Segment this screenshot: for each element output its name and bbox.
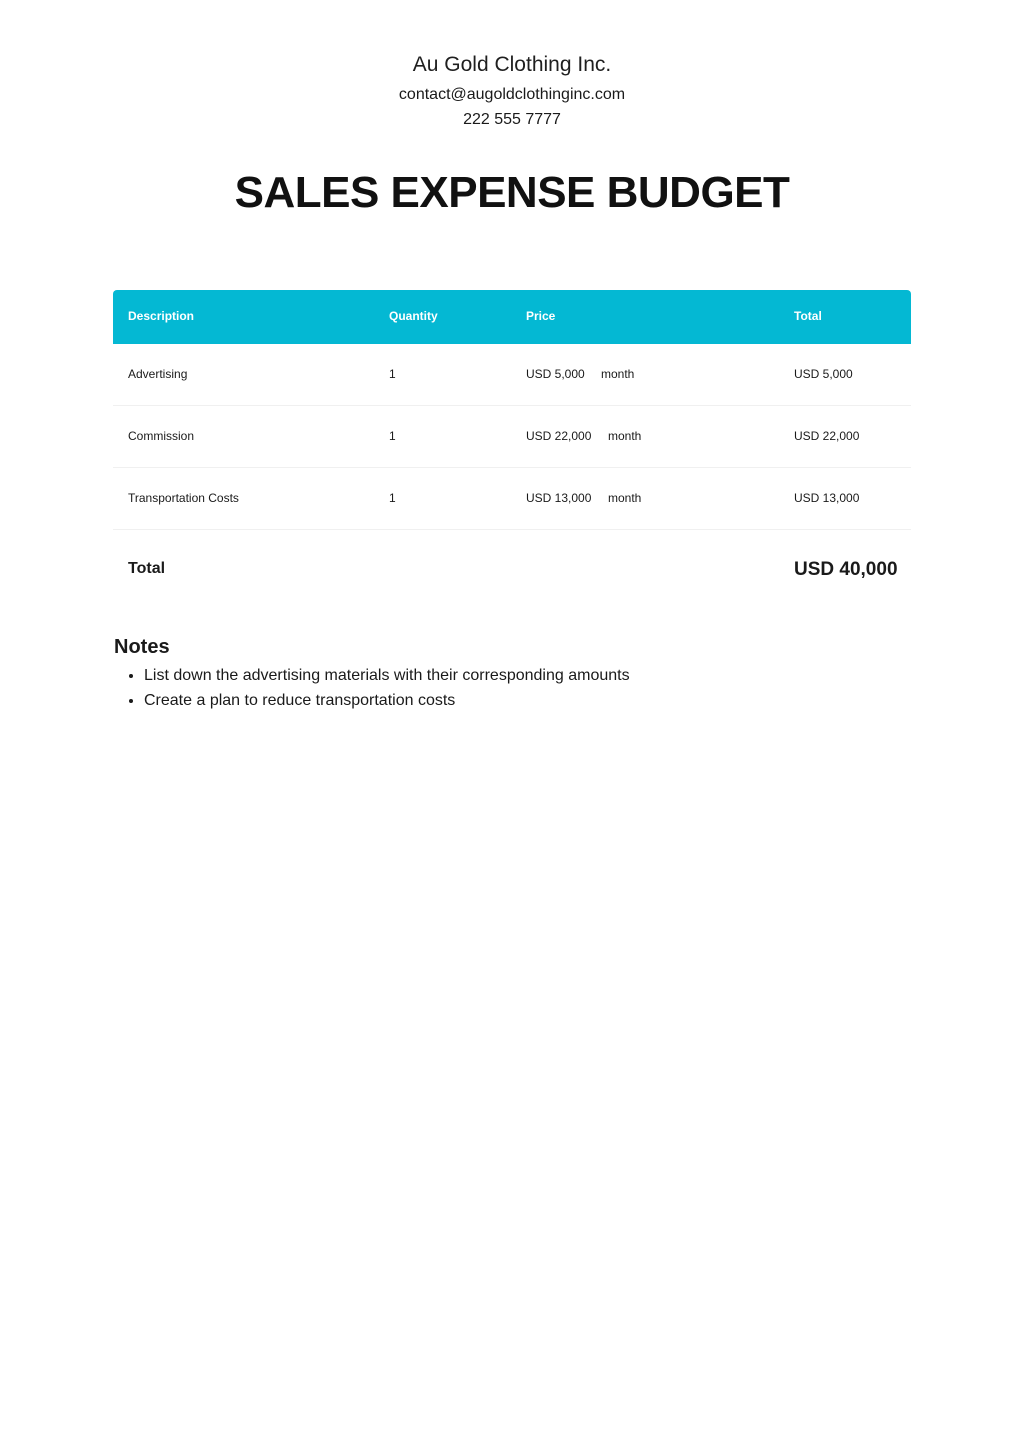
row-description: Advertising bbox=[128, 367, 188, 381]
budget-table bbox=[113, 290, 911, 610]
company-name: Au Gold Clothing Inc. bbox=[412, 53, 612, 76]
table-row bbox=[113, 406, 911, 468]
row-unit: month bbox=[601, 367, 635, 381]
row-quantity: 1 bbox=[389, 491, 396, 505]
row-price: USD 5,000 bbox=[526, 367, 585, 381]
row-quantity: 1 bbox=[389, 429, 396, 443]
note-item: • List down the advertising materials with their corresponding amounts bbox=[144, 666, 630, 691]
table-row bbox=[113, 468, 911, 530]
company-phone: 222 555 7777 bbox=[463, 111, 561, 128]
row-price: USD 22,000 bbox=[526, 429, 592, 443]
page-title: SALES EXPENSE BUDGET bbox=[234, 168, 790, 217]
row-quantity: 1 bbox=[389, 367, 396, 381]
table-header bbox=[113, 290, 911, 344]
row-total: USD 5,000 bbox=[794, 367, 853, 381]
table-row bbox=[113, 344, 911, 406]
row-price: USD 13,000 bbox=[526, 491, 592, 505]
row-total: USD 22,000 bbox=[794, 429, 860, 443]
total-label: Total bbox=[128, 560, 166, 577]
company-email: contact@augoldclothinginc.com bbox=[398, 86, 626, 103]
row-unit: month bbox=[608, 491, 642, 505]
row-unit: month bbox=[608, 429, 642, 443]
row-total: USD 13,000 bbox=[794, 491, 860, 505]
row-description: Transportation Costs bbox=[128, 491, 239, 505]
header-total: Total bbox=[794, 309, 822, 323]
header-description: Description bbox=[128, 309, 195, 323]
total-value: USD 40,000 bbox=[794, 559, 898, 580]
total-row bbox=[113, 530, 911, 610]
notes-list bbox=[114, 666, 630, 716]
note-item: • Create a plan to reduce transportation costs bbox=[144, 691, 630, 716]
header-quantity: Quantity bbox=[389, 309, 438, 323]
header-price: Price bbox=[526, 309, 556, 323]
row-description: Commission bbox=[128, 429, 195, 443]
notes-title: Notes bbox=[114, 636, 170, 658]
